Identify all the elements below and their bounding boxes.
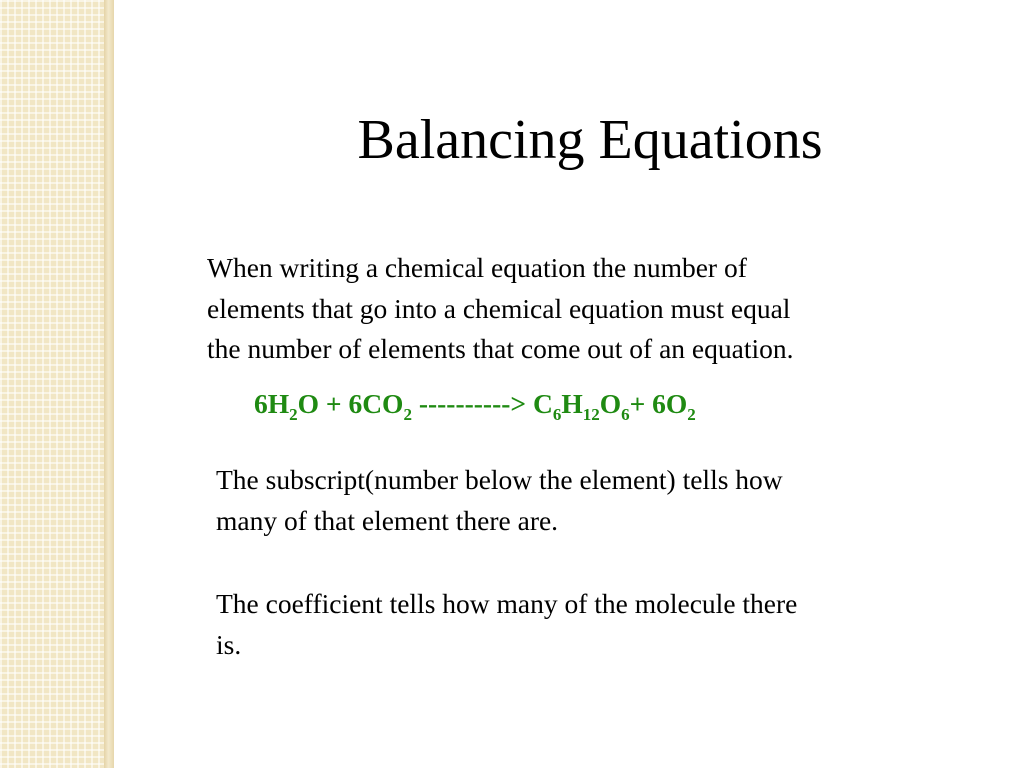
equation-subscript: 2	[403, 405, 412, 424]
subscript-explanation	[216, 460, 976, 541]
coefficient-line: The coefficient tells how many of the molecule there	[216, 588, 798, 619]
equation-text: H	[561, 388, 583, 419]
equation-text: O	[599, 388, 622, 419]
coefficient-explanation	[216, 584, 976, 665]
chemical-equation	[254, 384, 696, 428]
equation-subscript: 6	[552, 405, 562, 424]
equation-subscript: 2	[687, 405, 696, 424]
equation-subscript: 2	[289, 405, 298, 424]
intro-line: When writing a chemical equation the number of	[207, 252, 747, 283]
equation-text: + 6O	[629, 388, 688, 419]
equation-subscript: 6	[621, 405, 630, 424]
slide-title: Balancing Equations	[357, 109, 823, 171]
side-strip-edge	[104, 0, 114, 768]
equation-text: 6H	[254, 388, 290, 419]
equation-text: ----------> C	[411, 388, 553, 419]
equation-text: O + 6CO	[297, 388, 404, 419]
intro-line: the number of elements that come out of an equation.	[207, 333, 794, 364]
intro-paragraph	[207, 248, 967, 370]
decorative-side-strip	[0, 0, 104, 768]
equation-subscript: 12	[582, 405, 600, 424]
coefficient-line: is.	[216, 628, 242, 660]
subscript-line: many of that element there are.	[216, 504, 559, 536]
intro-line: elements that go into a chemical equation must equal	[207, 292, 791, 324]
subscript-line: The subscript(number below the element) tells how	[216, 464, 783, 495]
